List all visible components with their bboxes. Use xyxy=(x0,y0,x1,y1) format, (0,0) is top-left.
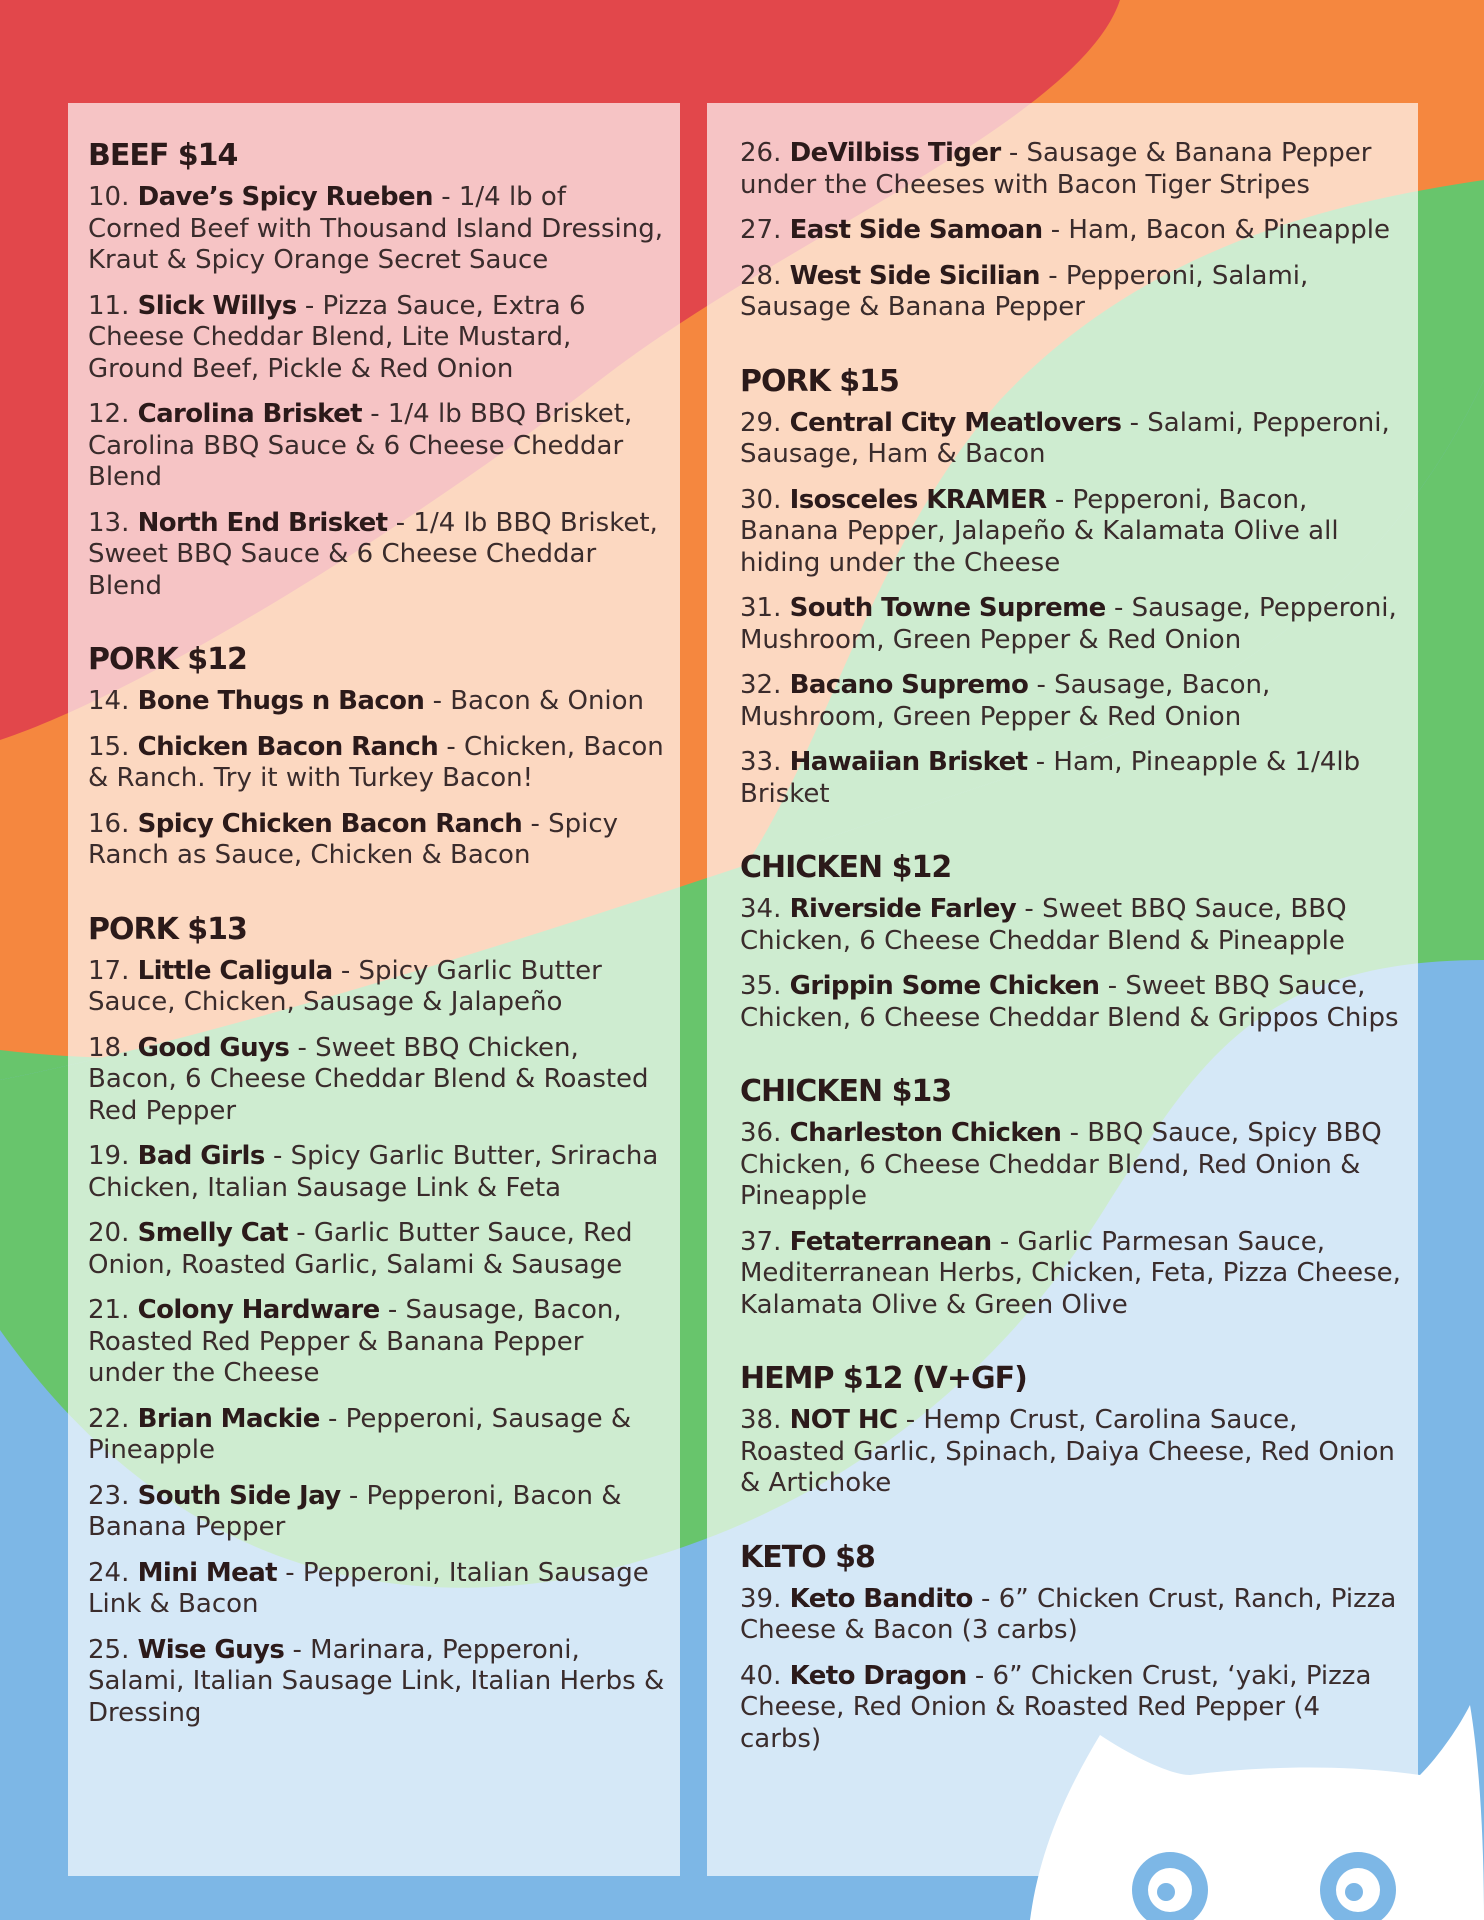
menu-item xyxy=(740,485,1405,580)
item-name: Brian Mackie xyxy=(137,1403,320,1434)
item-number: 32. xyxy=(740,670,782,700)
item-name: Good Guys xyxy=(137,1032,290,1063)
item-description: - Bacon & Onion xyxy=(432,686,645,716)
item-name: South Towne Supreme xyxy=(789,593,1106,623)
item-name: DeVilbiss Tiger xyxy=(789,138,1001,168)
item-description: - 6” Chicken Crust, ‘yaki, Pizza Cheese, Red Onion & Roasted Red Pepper (4 carbs) xyxy=(740,1660,1372,1754)
item-name: Spicy Chicken Bacon Ranch xyxy=(137,808,523,839)
menu-item xyxy=(88,686,666,718)
menu-item xyxy=(740,593,1405,656)
item-description: - Marinara, Pepperoni, Salami, Italian Sausage Link, Italian Herbs & Dressing xyxy=(88,1634,665,1728)
menu-section xyxy=(740,364,1405,811)
item-description: - Sausage & Banana Pepper under the Cheeses with Bacon Tiger Stripes xyxy=(740,138,1372,200)
section-title: PORK $15 xyxy=(740,363,899,399)
menu-item xyxy=(88,1635,666,1730)
item-number: 30. xyxy=(740,484,782,515)
menu-item xyxy=(88,956,666,1019)
item-number: 16. xyxy=(88,808,130,839)
item-name: Little Caligula xyxy=(137,955,333,986)
item-number: 20. xyxy=(88,1218,130,1248)
item-number: 27. xyxy=(740,215,782,245)
menu-item xyxy=(88,732,666,795)
item-number: 37. xyxy=(740,1226,782,1257)
item-description: - Garlic Butter Sauce, Red Onion, Roasted Garlic, Salami & Sausage xyxy=(88,1218,633,1280)
item-name: Mini Meat xyxy=(137,1557,277,1588)
item-name: Riverside Farley xyxy=(789,894,1017,924)
item-description: - Sweet BBQ Sauce, BBQ Chicken, 6 Cheese Cheddar Blend & Pineapple xyxy=(740,894,1347,956)
menu-item xyxy=(740,1584,1405,1647)
item-number: 11. xyxy=(88,290,130,321)
menu-item xyxy=(740,894,1405,957)
item-description: - Hemp Crust, Carolina Sauce, Roasted Garlic, Spinach, Daiya Cheese, Red Onion & Artichoke xyxy=(740,1405,1395,1498)
item-name: South Side Jay xyxy=(137,1480,341,1511)
menu-section xyxy=(88,912,666,1730)
item-description: - Garlic Parmesan Sauce, Mediterranean Herbs, Chicken, Feta, Pizza Cheese, Kalamata Olive & Green Olive xyxy=(740,1226,1401,1320)
item-number: 13. xyxy=(88,507,130,538)
item-number: 28. xyxy=(740,260,782,291)
menu-item xyxy=(740,971,1405,1034)
item-name: Bad Girls xyxy=(137,1141,265,1171)
item-description: - Sweet BBQ Chicken, Bacon, 6 Cheese Cheddar Blend & Roasted Red Pepper xyxy=(88,1032,649,1126)
item-description: - 1/4 lb of Corned Beef with Thousand Island Dressing, Kraut & Spicy Orange Secret Sauce xyxy=(88,182,663,275)
item-description: - Sausage, Pepperoni, Mushroom, Green Pepper & Red Onion xyxy=(740,593,1397,655)
menu-item xyxy=(88,508,666,603)
menu-item xyxy=(88,399,666,494)
item-name: East Side Samoan xyxy=(789,215,1043,245)
item-number: 18. xyxy=(88,1032,130,1063)
section-title: KETO $8 xyxy=(740,1539,875,1575)
item-description: - Pepperoni, Salami, Sausage & Banana Pepper xyxy=(740,260,1309,322)
right-menu-column xyxy=(740,138,1405,1795)
item-name: Isosceles KRAMER xyxy=(789,484,1047,515)
menu-item xyxy=(740,1227,1405,1322)
item-description: - Sausage, Bacon, Mushroom, Green Pepper & Red Onion xyxy=(740,670,1271,732)
item-description: - Pepperoni, Bacon & Banana Pepper xyxy=(88,1480,622,1542)
item-number: 21. xyxy=(88,1295,130,1325)
menu-section xyxy=(740,1361,1405,1500)
item-number: 25. xyxy=(88,1634,130,1665)
item-name: Hawaiian Brisket xyxy=(789,747,1028,777)
menu-item xyxy=(88,1033,666,1128)
item-number: 22. xyxy=(88,1403,130,1434)
section-title: HEMP $12 (V+GF) xyxy=(740,1361,1027,1396)
item-name: Chicken Bacon Ranch xyxy=(137,731,439,762)
menu-item xyxy=(88,1558,666,1621)
left-menu-column xyxy=(88,138,666,1769)
item-number: 17. xyxy=(88,955,130,986)
item-number: 23. xyxy=(88,1480,130,1511)
menu-item xyxy=(740,408,1405,471)
item-description: - Spicy Garlic Butter Sauce, Chicken, Sausage & Jalapeño xyxy=(88,955,602,1017)
section-title: CHICKEN $12 xyxy=(740,850,952,885)
item-description: - BBQ Sauce, Spicy BBQ Chicken, 6 Cheese Cheddar Blend, Red Onion & Pineapple xyxy=(740,1118,1382,1211)
menu-item xyxy=(740,261,1405,324)
item-name: Fetaterranean xyxy=(789,1226,992,1257)
menu-section xyxy=(740,138,1405,324)
menu-section xyxy=(740,1074,1405,1321)
item-name: Wise Guys xyxy=(137,1634,285,1665)
item-number: 31. xyxy=(740,593,782,623)
item-description: - Pepperoni, Sausage & Pineapple xyxy=(88,1403,632,1465)
item-description: - Ham, Bacon & Pineapple xyxy=(1050,215,1390,245)
item-description: - Pepperoni, Bacon, Banana Pepper, Jalapeño & Kalamata Olive all hiding under the Cheese xyxy=(740,484,1339,578)
item-number: 39. xyxy=(740,1583,782,1614)
item-description: - Ham, Pineapple & 1/4lb Brisket xyxy=(740,747,1361,809)
item-name: Bone Thugs n Bacon xyxy=(137,686,425,716)
section-title: BEEF $14 xyxy=(88,138,238,173)
menu-item xyxy=(88,1481,666,1544)
item-description: - Pepperoni, Italian Sausage Link & Bacon xyxy=(88,1557,649,1619)
item-number: 34. xyxy=(740,894,782,924)
menu-item xyxy=(88,1141,666,1204)
item-name: North End Brisket xyxy=(137,507,388,538)
item-number: 15. xyxy=(88,731,130,762)
item-number: 33. xyxy=(740,747,782,777)
section-title: PORK $12 xyxy=(88,642,247,677)
menu-item xyxy=(740,1405,1405,1500)
menu-item xyxy=(740,747,1405,810)
cat-mascot-icon xyxy=(1020,1705,1484,1920)
item-description: - Chicken, Bacon & Ranch. Try it with Turkey Bacon! xyxy=(88,731,664,793)
item-description: - Spicy Ranch as Sauce, Chicken & Bacon xyxy=(88,808,619,870)
item-number: 19. xyxy=(88,1141,130,1171)
item-number: 36. xyxy=(740,1118,782,1148)
item-name: Central City Meatlovers xyxy=(789,407,1122,438)
item-name: Smelly Cat xyxy=(137,1218,288,1248)
item-name: Keto Bandito xyxy=(789,1583,973,1614)
section-title: CHICKEN $13 xyxy=(740,1074,952,1109)
item-name: Colony Hardware xyxy=(137,1295,380,1325)
item-number: 35. xyxy=(740,971,782,1001)
item-name: Slick Willys xyxy=(137,290,297,321)
menu-item xyxy=(740,1118,1405,1213)
menu-section xyxy=(88,642,666,872)
item-name: Charleston Chicken xyxy=(789,1118,1062,1148)
menu-item xyxy=(88,291,666,386)
item-name: Bacano Supremo xyxy=(789,670,1029,700)
section-title: PORK $13 xyxy=(88,911,247,947)
item-description: - Sausage, Bacon, Roasted Red Pepper & Banana Pepper under the Cheese xyxy=(88,1295,622,1388)
item-number: 14. xyxy=(88,686,130,716)
item-description: - 6” Chicken Crust, Ranch, Pizza Cheese & Bacon (3 carbs) xyxy=(740,1583,1397,1645)
menu-item xyxy=(88,1218,666,1281)
item-description: - Spicy Garlic Butter, Sriracha Chicken, Italian Sausage Link & Feta xyxy=(88,1141,659,1203)
item-description: - Sweet BBQ Sauce, Chicken, 6 Cheese Cheddar Blend & Grippos Chips xyxy=(740,971,1399,1033)
item-description: - Pizza Sauce, Extra 6 Cheese Cheddar Blend, Lite Mustard, Ground Beef, Pickle & Red Onion xyxy=(88,290,586,384)
menu-item xyxy=(740,215,1405,247)
item-name: Carolina Brisket xyxy=(137,399,362,429)
item-number: 26. xyxy=(740,138,782,168)
item-name: NOT HC xyxy=(789,1405,898,1435)
menu-section xyxy=(88,138,666,602)
item-name: Dave’s Spicy Rueben xyxy=(137,182,433,212)
item-description: - Salami, Pepperoni, Sausage, Ham & Bacon xyxy=(740,407,1390,469)
item-number: 38. xyxy=(740,1405,782,1435)
menu-item xyxy=(740,138,1405,201)
item-name: Grippin Some Chicken xyxy=(789,971,1100,1001)
item-number: 10. xyxy=(88,182,130,212)
menu-item xyxy=(88,1295,666,1390)
menu-item xyxy=(88,182,666,277)
item-name: West Side Sicilian xyxy=(789,260,1040,291)
item-name: Keto Dragon xyxy=(789,1660,967,1691)
menu-item xyxy=(740,670,1405,733)
item-number: 29. xyxy=(740,407,782,438)
item-number: 12. xyxy=(88,399,130,429)
item-description: - 1/4 lb BBQ Brisket, Carolina BBQ Sauce & 6 Cheese Cheddar Blend xyxy=(88,399,633,492)
item-number: 24. xyxy=(88,1557,130,1588)
menu-item xyxy=(88,1404,666,1467)
menu-section xyxy=(740,850,1405,1034)
item-description: - 1/4 lb BBQ Brisket, Sweet BBQ Sauce & 6 Cheese Cheddar Blend xyxy=(88,507,658,601)
menu-item xyxy=(88,809,666,872)
item-number: 40. xyxy=(740,1660,782,1691)
